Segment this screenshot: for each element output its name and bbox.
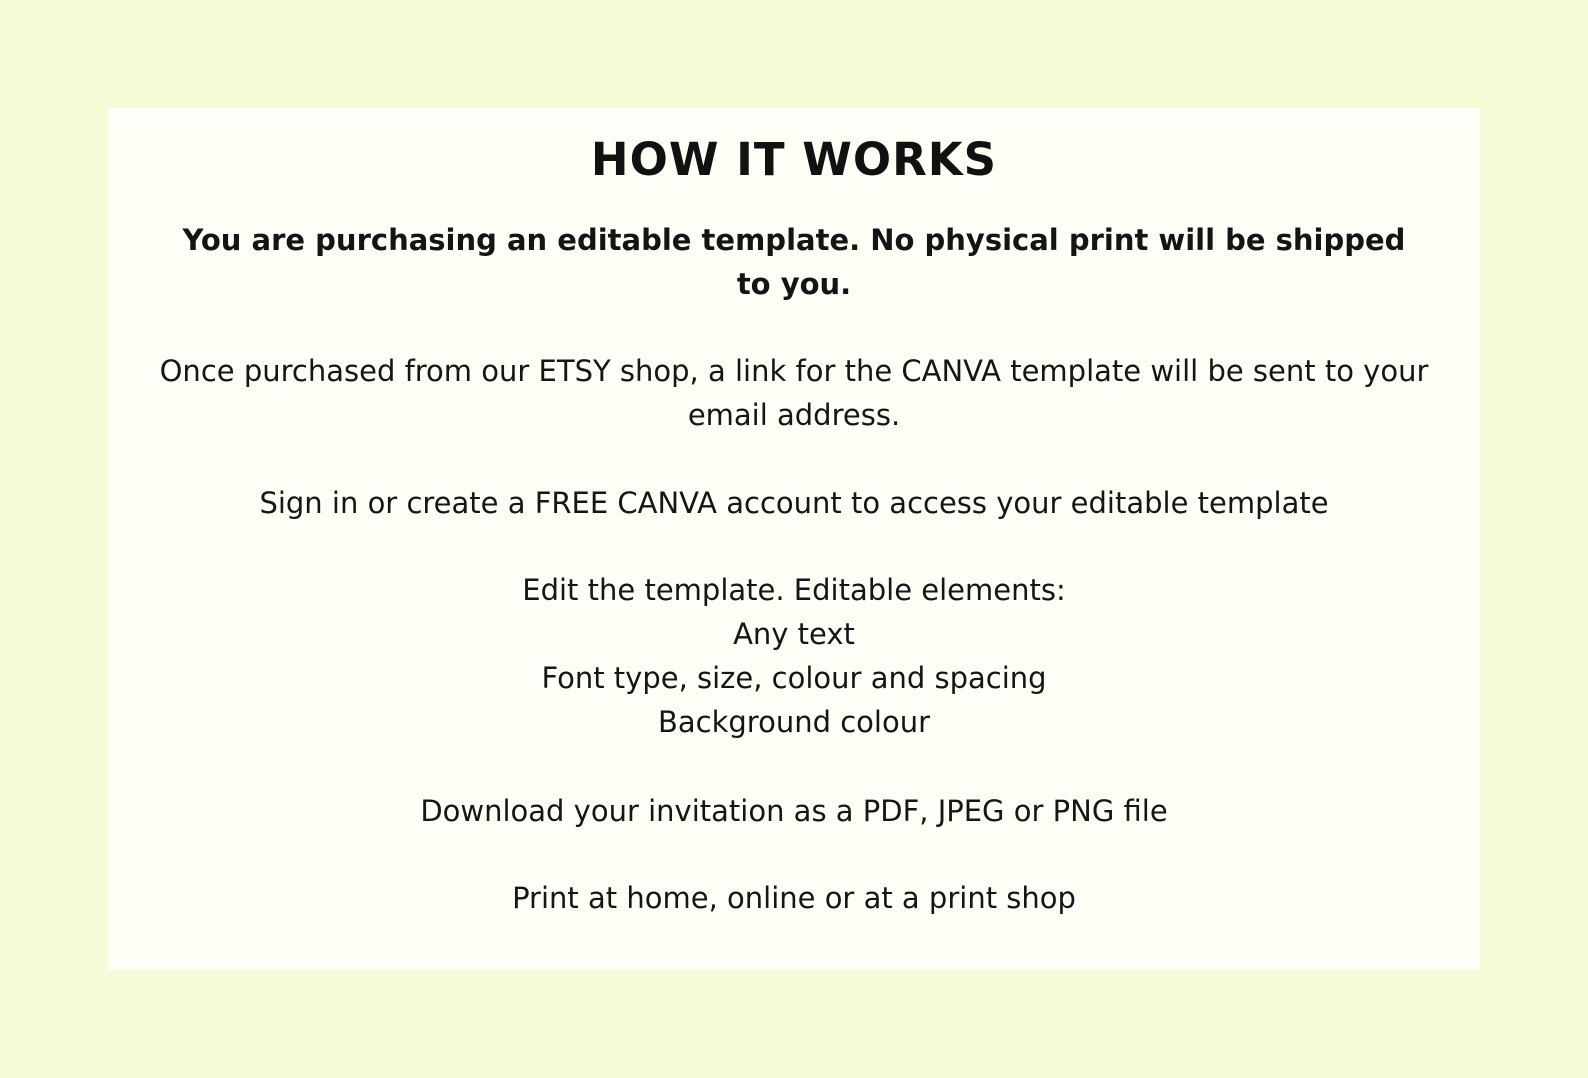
- step-edit-block: [148, 568, 1440, 744]
- page-title: HOW IT WORKS: [590, 133, 998, 186]
- step-edit-heading: Edit the template. Editable elements:: [522, 573, 1066, 607]
- editable-element-item: Any text: [733, 617, 855, 651]
- step-sign-in-text: Sign in or create a FREE CANVA account to access your editable template: [259, 486, 1329, 520]
- purchase-notice: You are purchasing an editable template. No physical print will be shipped to you.: [182, 223, 1406, 301]
- editable-element-item: Font type, size, colour and spacing: [541, 661, 1047, 695]
- step-print-text: Print at home, online or at a print shop: [512, 881, 1076, 915]
- editable-element-item: Background colour: [657, 705, 931, 739]
- step-download-text: Download your invitation as a PDF, JPEG or PNG file: [420, 794, 1168, 828]
- how-it-works-card: [108, 108, 1480, 970]
- step-purchase-text: Once purchased from our ETSY shop, a link for the CANVA template will be sent to your email address.: [159, 354, 1429, 432]
